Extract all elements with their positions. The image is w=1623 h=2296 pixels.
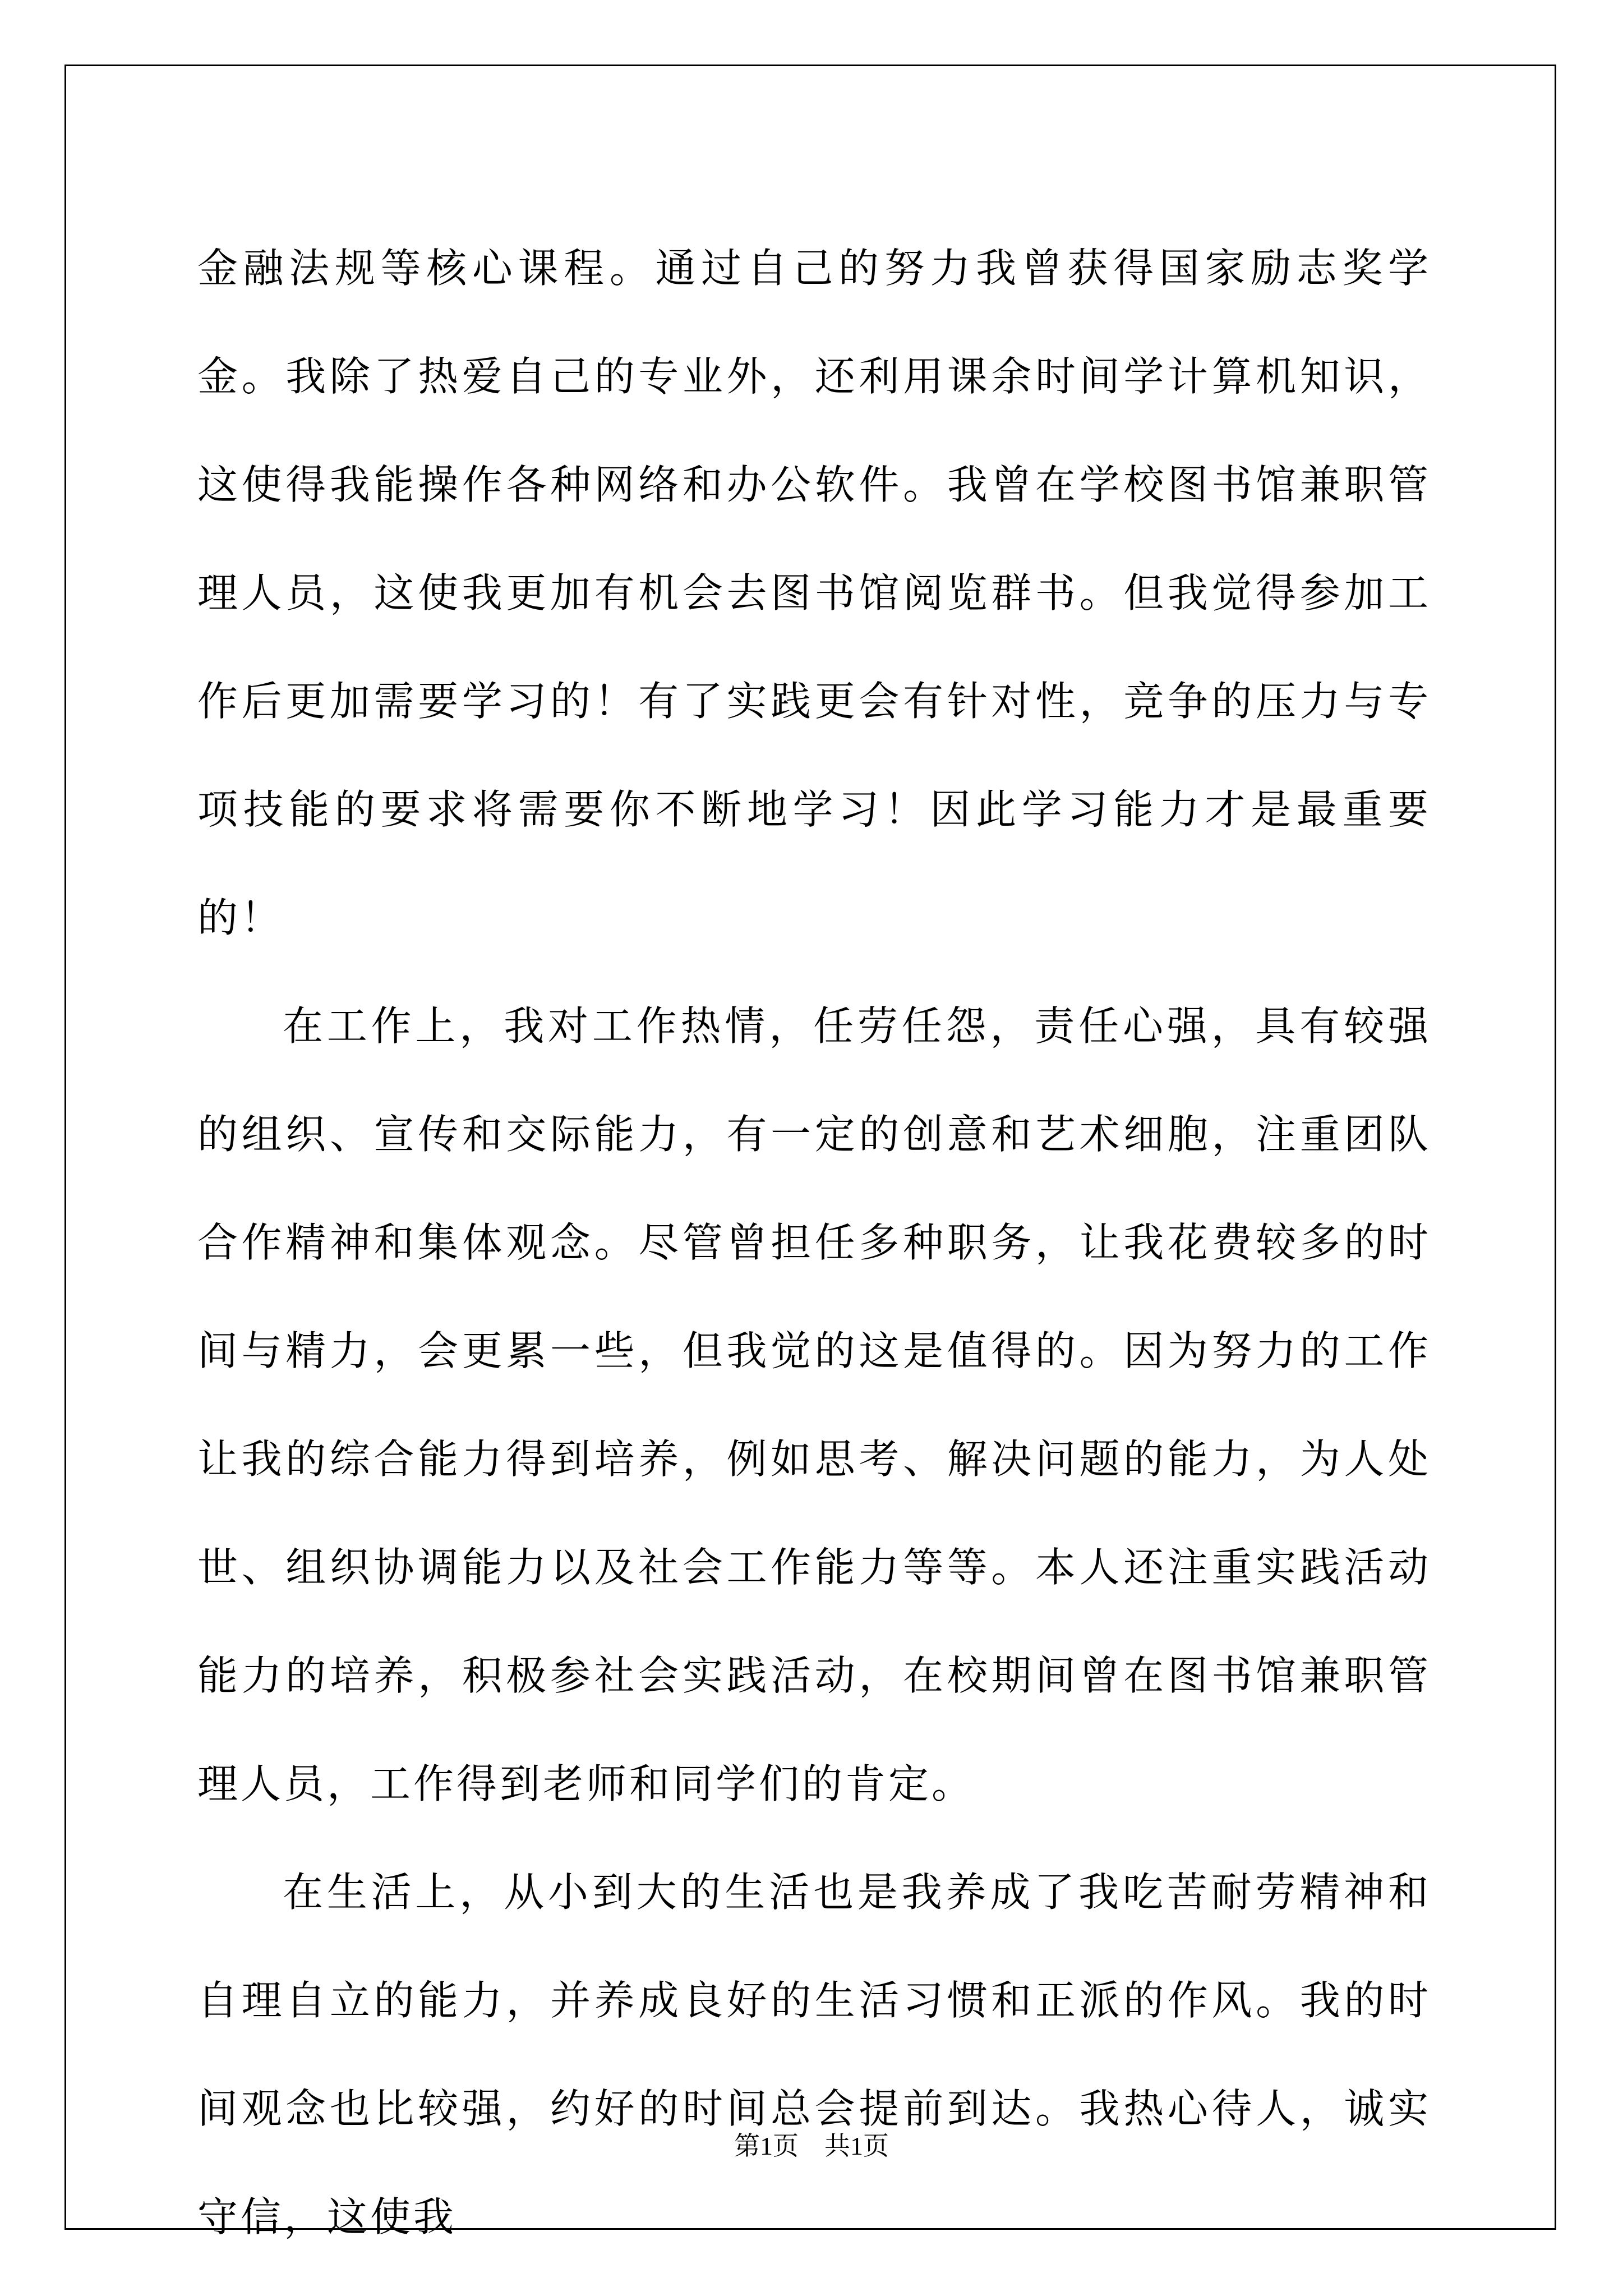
paragraph-life: 在生活上，从小到大的生活也是我养成了我吃苦耐劳精神和自理自立的能力，并养成良好的生活习惯和正派的作风。我的时间观念也比较强，约好的时间总会提前到达。我热心待人，诚实守信，这使我 (197, 1869, 1431, 2240)
paragraph-study: 金融法规等核心课程。通过自己的努力我曾获得国家励志奖学金。我除了热爱自己的专业外，还利用课余时间学计算机知识，这使得我能操作各种网络和办公软件。我曾在学校图书馆兼职管理人员，这使我更加有机会去图书馆阅览群书。但我觉得参加工作后更加需要学习的！有了实践更会有针对性，竞争的压力与专项技能的要求将需要你不断地学习！因此学习能力才是最重要的！ (197, 245, 1431, 941)
page-footer: 第1页 共1页 (734, 2132, 889, 2160)
paragraph-work: 在工作上，我对工作热情，任劳任怨，责任心强，具有较强的组织、宣传和交际能力，有一定的创意和艺术细胞，注重团队合作精神和集体观念。尽管曾担任多种职务，让我花费较多的时间与精力，会更累一些，但我觉的这是值得的。因为努力的工作让我的综合能力得到培养，例如思考、解决问题的能力，为人处世、组织协调能力以及社会工作能力等等。本人还注重实践活动能力的培养，积极参社会实践活动，在校期间曾在图书馆兼职管理人员，工作得到老师和同学们的肯定。 (197, 1002, 1431, 1807)
document-body (197, 214, 1431, 2271)
